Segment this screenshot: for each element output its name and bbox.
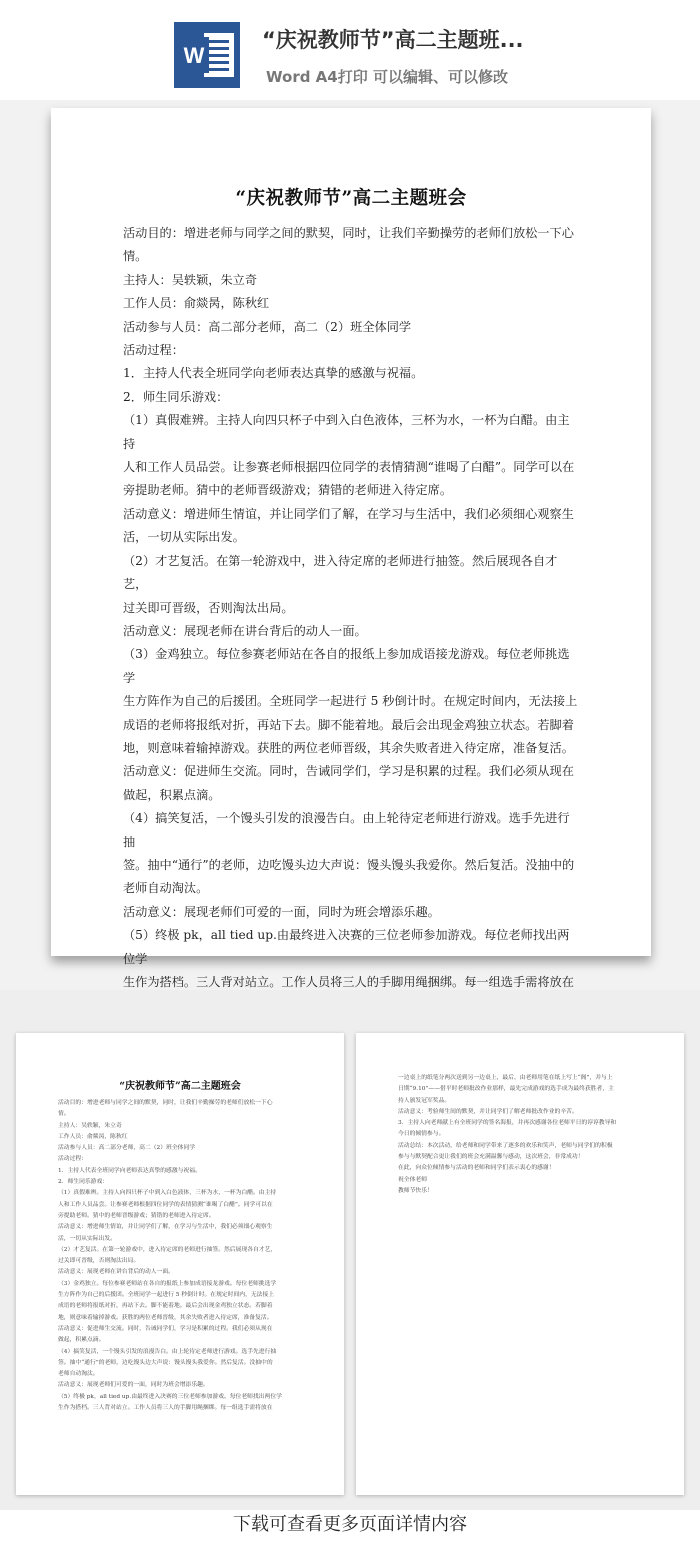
text-line: （5）终极 pk，all tied up.由最终进入决赛的三位老师参加游戏。每位老师找出两位学	[58, 1393, 282, 1400]
text-line: 活动意义：展现老师在讲台背后的动人一面。	[58, 1269, 174, 1276]
header	[0, 0, 700, 100]
text-line: 一边桌上的纸笔分两次送到另一边桌上，最后，由老师用笔在纸上写上“阁”，并与上	[398, 1075, 613, 1081]
text-line: 情。	[123, 249, 148, 264]
text-line: 3．主持人向老师献上有全班同学的签名海报，并再次感谢各位老师平日的谆谆教导和	[398, 1120, 617, 1127]
text-line: 活动意义：增进师生情谊，并让同学们了解，在学习与生活中，我们必须细心观察生	[123, 506, 574, 521]
word-document-icon	[174, 22, 240, 88]
text-line: 旁提助老师。猜中的老师晋级游戏；猜错的老师进入待定席。	[58, 1212, 215, 1219]
text-line: 活动总结：本次活动，给老师和同学带来了逐多的欢乐和笑声，老师与同学们的积极	[398, 1142, 613, 1149]
text-line: 做起，积累点滴。	[58, 1337, 105, 1344]
word-icon-letter: W	[183, 43, 205, 68]
text-line: 生作为搭档。三人背对站立。工作人员将三人的手脚用绳捆绑。每一组选手需将放在	[123, 975, 574, 989]
text-line: 工作人员：俞燚昺，陈秋红	[58, 1133, 128, 1140]
text-line: 活动参与人员：高二部分老师，高二（2）班全体同学	[58, 1145, 196, 1152]
text-line: 签。抽中“通行”的老师，边吃馒头边大声说：馒头馒头我爱你。然后复活。没抽中的	[123, 857, 575, 872]
text-line: 主持人：吴轶颖，朱立奇	[58, 1122, 122, 1129]
text-line: 活动过程：	[58, 1156, 87, 1163]
text-line: 活动意义：展现老师们可爱的一面，同时为班会增添乐趣。	[58, 1382, 209, 1389]
text-line: 地，则意味着输掉游戏。获胜的两位老师晋级，其余失败者进入待定席，准备复活。	[58, 1314, 273, 1321]
text-line: 过关即可晋级，否则淘汰出局。	[123, 600, 294, 615]
text-line: （2）才艺复活。在第一轮游戏中，进入待定席的老师进行抽签。然后展现各自才艺，	[123, 553, 558, 592]
download-prompt[interactable]: 下载可查看更多页面详情内容	[233, 1514, 467, 1535]
text-line: 持人颁发冠军奖品。	[398, 1097, 451, 1104]
text-line: 1．主持人代表全班同学向老师表达真挚的感激与祝福。	[58, 1167, 201, 1174]
text-line: 生方阵作为自己的后援团。全班同学一起进行 5 秒倒计时。在规定时间内，无法接上	[123, 694, 578, 709]
text-line: 活动意义：展现老师在讲台背后的动人一面。	[123, 623, 367, 638]
text-line: 活动参与人员：高二部分老师，高二（2）班全体同学	[123, 319, 412, 334]
text-line: 地，则意味着输掉游戏。获胜的两位老师晋级，其余失败者进入待定席，准备复活。	[123, 740, 574, 755]
main-page-preview	[51, 108, 651, 989]
text-line: 生作为搭档。三人背对站立。工作人员将三人的手脚用绳捆绑。每一组选手需将放在	[58, 1405, 273, 1412]
text-line: 日期“9.10”——借平时老师批改作业那样，最先完成游戏的选手成为最终获胜者，主	[398, 1086, 614, 1093]
text-line: 今日的倾情参与。	[398, 1131, 445, 1138]
text-line: （3）金鸡独立。每位参赛老师站在各自的报纸上参加成语接龙游戏。每位老师挑选学	[58, 1280, 277, 1287]
text-line: 活动目的：增进老师与同学之间的默契，同时，让我们辛勤操劳的老师们放松一下心	[58, 1100, 273, 1106]
text-line: 活动意义：促进师生交流。同时，告诫同学们，学习是积累的过程。我们必须从现在	[58, 1325, 273, 1332]
page-body	[51, 222, 651, 994]
text-line: （1）真假难辨。主持人向四只杯子中到入白色液体，三杯为水，一杯为白醋。由主持	[58, 1190, 277, 1197]
thumbnail-title: “庆祝教师节”高二主题班会	[119, 1081, 241, 1092]
text-line: 人和工作人员品尝。让参赛老师根据四位同学的表情猜测“谁喝了白醋”。同学可以在	[58, 1201, 273, 1208]
text-line: 成语的老师将报纸对折，再站下去。脚不能着地。最后会出现金鸡独立状态。若脚着	[123, 717, 574, 732]
text-line: 工作人员：俞燚昺，陈秋红	[123, 296, 270, 311]
text-line: 活动意义：促进师生交流。同时，告诫同学们，学习是积累的过程。我们必须从现在	[123, 764, 574, 779]
text-line: 活动意义：增进师生情谊，并让同学们了解，在学习与生活中，我们必须细心观察生	[58, 1224, 273, 1231]
text-line: 生方阵作为自己的后援团。全班同学一起进行 5 秒倒计时。在规定时间内，无法接上	[58, 1292, 275, 1299]
page-title: “庆祝教师节”高二主题班会	[235, 188, 467, 209]
text-line: 2．师生同乐游戏：	[123, 389, 229, 404]
text-line: 主持人：吴轶颖，朱立奇	[123, 272, 258, 287]
page-thumbnail-2[interactable]	[356, 1033, 684, 1495]
text-line: （4）搞笑复活，一个馒头引发的浪漫告白。由上轮待定老师进行游戏。选手先进行抽	[58, 1348, 277, 1355]
text-line: 活动目的：增进老师与同学之间的默契，同时，让我们辛勤操劳的老师们放松一下心	[123, 226, 574, 240]
text-line: 做起，积累点滴。	[123, 787, 221, 802]
text-line: 旁提助老师。猜中的老师晋级游戏；猜错的老师进入待定席。	[123, 483, 453, 498]
text-line: 签。抽中“通行”的老师，边吃馒头边大声说：馒头馒头我爱你。然后复活。没抽中的	[58, 1359, 273, 1366]
text-line: 老师自动淘汰。	[58, 1371, 99, 1378]
text-line: 参与与默契配合更让我们的班会充满温馨与感动，这次班会，非常成功！	[398, 1154, 584, 1161]
text-line: （3）金鸡独立。每位参赛老师站在各自的报纸上参加成语接龙游戏。每位老师挑选学	[123, 647, 570, 685]
text-line: 在此，向众位倾情参与活动的老师和同学们表示衷心的感谢！	[398, 1165, 555, 1172]
text-line: （4）搞笑复活，一个馒头引发的浪漫告白。由上轮待定老师进行游戏。选手先进行抽	[123, 811, 570, 849]
page-thumbnail-1[interactable]	[16, 1033, 344, 1495]
text-line: （1）真假难辨。主持人向四只杯子中到入白色液体，三杯为水，一杯为白醋。由主持	[123, 413, 570, 451]
text-line: 活动过程：	[123, 343, 184, 358]
text-line: 情。	[58, 1111, 70, 1118]
text-line: 活，一切从实际出发。	[123, 530, 245, 545]
text-line: 人和工作人员品尝。让参赛老师根据四位同学的表情猜测“谁喝了白醋”。同学可以在	[123, 460, 575, 475]
text-line: 1．主持人代表全班同学向老师表达真挚的感激与祝福。	[123, 366, 424, 381]
text-line: 教师节快乐！	[398, 1187, 433, 1194]
text-line: （5）终极 pk，all tied up.由最终进入决赛的三位老师参加游戏。每位老师找出两位学	[123, 928, 570, 966]
text-line: 老师自动淘汰。	[123, 881, 209, 896]
thumbnail-body	[16, 1098, 344, 1414]
text-line: 活动意义：考验师生间的默契，并让同学们了解老师批改作业的辛苦。	[398, 1108, 578, 1115]
text-line: 活，一切从实际出发。	[58, 1235, 116, 1242]
text-line: 过关即可晋级，否则淘汰出局。	[58, 1258, 140, 1265]
document-subtitle: Word A4打印 可以编辑、可以修改	[266, 68, 508, 86]
text-line: （2）才艺复活。在第一轮游戏中，进入待定席的老师进行抽签。然后展现各自才艺，	[58, 1246, 277, 1253]
document-title: “庆祝教师节”高二主题班...	[262, 28, 524, 52]
text-line: 成语的老师将报纸对折，再站下去。脚不能着地。最后会出现金鸡独立状态。若脚着	[58, 1303, 273, 1310]
thumbnail-body	[356, 1033, 684, 1197]
text-line: 2．师生同乐游戏：	[58, 1179, 109, 1186]
text-line: 活动意义：展现老师们可爱的一面，同时为班会增添乐趣。	[123, 904, 440, 919]
text-line: 祝全体老师	[398, 1176, 427, 1183]
